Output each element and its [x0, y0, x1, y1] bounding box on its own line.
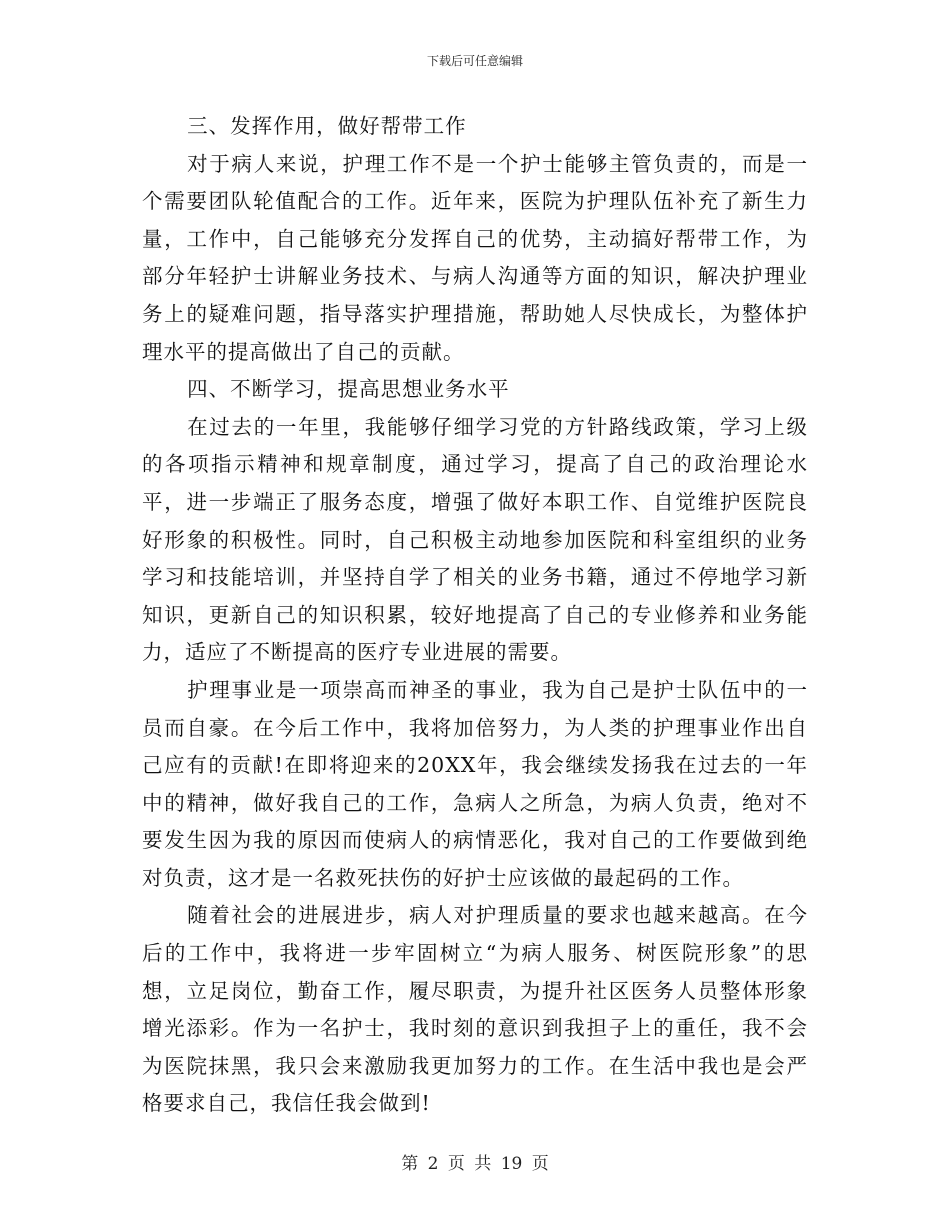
section-heading-4: 四、不断学习，提高思想业务水平: [187, 377, 510, 402]
paragraph: 护理事业是一项崇高而神圣的事业，我为自己是护士队伍中的一员而自豪。在今后工作中，我将加倍努力，为人类的护理事业作出自己应有的贡献!在即将迎来的20XX年，我会继续发扬我在过去的一年中的精神，做好我自己的工作，急病人之所急，为病人负责，绝对不要发生因为我的原因而使病人的病情恶化，我对自己的工作要做到绝对负责，这才是一名救死扶伤的好护士应该做的最起码的工作。: [142, 677, 808, 890]
paragraph: 对于病人来说，护理工作不是一个护士能够主管负责的，而是一个需要团队轮值配合的工作。近年来，医院为护理队伍补充了新生力量，工作中，自己能够充分发挥自己的优势，主动搞好帮带工作，为部分年轻护士讲解业务技术、与病人沟通等方面的知识，解决护理业务上的疑难问题，指导落实护理措施，帮助她人尽快成长，为整体护理水平的提高做出了自己的贡献。: [142, 151, 808, 364]
page-header-note: 下载后可任意编辑: [426, 54, 523, 68]
section-heading-3: 三、发挥作用，做好帮带工作: [187, 114, 467, 138]
paragraph: 随着社会的进展进步，病人对护理质量的要求也越来越高。在今后的工作中，我将进一步牢固树立“为病人服务、树医院形象”的思想，立足岗位，勤奋工作，履尽职责，为提升社区医务人员整体形象增光添彩。作为一名护士，我时刻的意识到我担子上的重任，我不会为医院抹黑，我只会来激励我更加努力的工作。在生活中我也是会严格要求自己，我信任我会做到!: [142, 903, 808, 1116]
page-number-footer: 第 2 页 共 19 页: [401, 1154, 549, 1174]
paragraph: 在过去的一年里，我能够仔细学习党的方针路线政策，学习上级的各项指示精神和规章制度，通过学习，提高了自己的政治理论水平，进一步端正了服务态度，增强了做好本职工作、自觉维护医院良好形象的积极性。同时，自己积极主动地参加医院和科室组织的业务学习和技能培训，并坚持自学了相关的业务书籍，通过不停地学习新知识，更新自己的知识积累，较好地提高了自己的专业修养和业务能力，适应了不断提高的医疗专业进展的需要。: [142, 414, 808, 665]
document-body: [142, 108, 808, 1123]
